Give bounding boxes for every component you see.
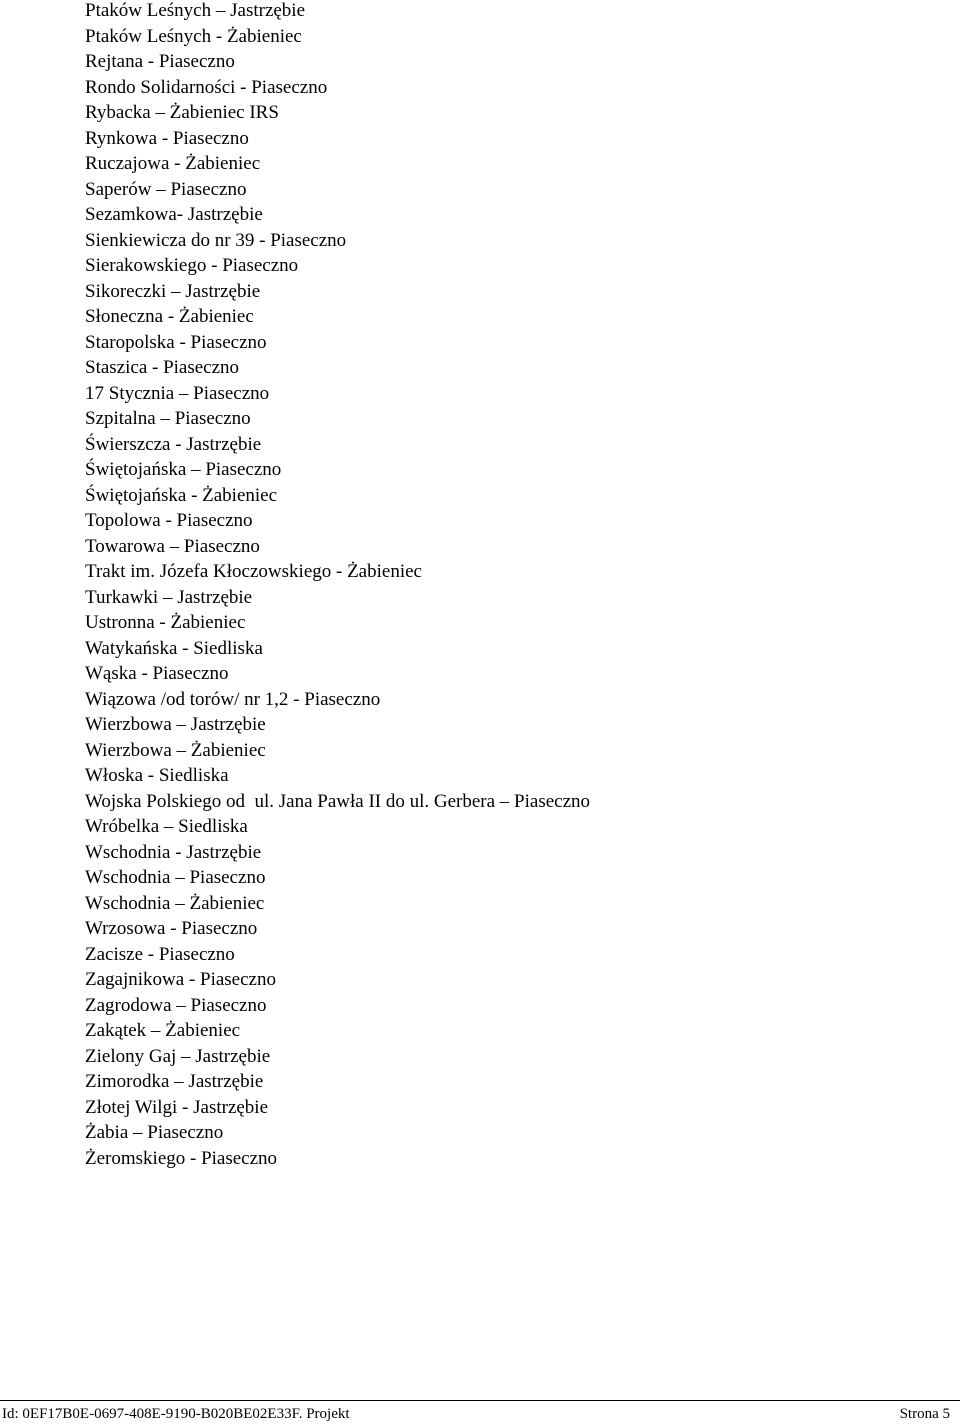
street-entry: Sienkiewicza do nr 39 - Piaseczno bbox=[85, 229, 347, 251]
street-entry: Sikoreczki – Jastrzębie bbox=[85, 280, 261, 302]
street-entry: Ptaków Leśnych - Żabieniec bbox=[85, 25, 302, 47]
street-entry: Zimorodka – Jastrzębie bbox=[85, 1071, 264, 1092]
street-entry: Ruczajowa - Żabieniec bbox=[85, 153, 261, 174]
street-entry: Topolowa - Piaseczno bbox=[85, 510, 253, 531]
street-entry: Rybacka – Żabieniec IRS bbox=[85, 102, 279, 123]
street-entry: Sierakowskiego - Piaseczno bbox=[85, 255, 299, 276]
street-entry: Zacisze - Piaseczno bbox=[85, 943, 235, 965]
street-entry: Szpitalna – Piaseczno bbox=[85, 408, 251, 429]
street-entry: Watykańska - Siedliska bbox=[85, 637, 263, 659]
street-entry: Słoneczna - Żabieniec bbox=[85, 306, 254, 327]
footer-divider bbox=[0, 1400, 960, 1401]
street-entry: Wierzbowa – Żabieniec bbox=[85, 739, 266, 761]
street-entry: Zagrodowa – Piaseczno bbox=[85, 994, 267, 1016]
street-entry: Sezamkowa- Jastrzębie bbox=[85, 204, 263, 225]
street-entry: Trakt im. Józefa Kłoczowskiego - Żabieniec bbox=[85, 561, 422, 582]
street-entry: Wojska Polskiego od ul. Jana Pawła II do ul. Gerbera – Piaseczno bbox=[85, 790, 591, 812]
street-entry: Wierzbowa – Jastrzębie bbox=[85, 714, 266, 735]
street-entry: Towarowa – Piaseczno bbox=[85, 535, 260, 557]
street-entry: 17 Stycznia – Piaseczno bbox=[85, 382, 270, 404]
street-entry: Włoska - Siedliska bbox=[85, 765, 229, 786]
street-list bbox=[85, 0, 590, 1171]
street-entry: Staszica - Piaseczno bbox=[85, 357, 240, 378]
street-entry: Zielony Gaj – Jastrzębie bbox=[85, 1045, 271, 1067]
street-entry: Ptaków Leśnych – Jastrzębie bbox=[85, 0, 306, 21]
street-entry: Wąska - Piaseczno bbox=[85, 663, 229, 684]
street-entry: Rondo Solidarności - Piaseczno bbox=[85, 76, 328, 98]
street-entry: Wschodnia – Piaseczno bbox=[85, 867, 266, 888]
street-entry: Saperów – Piaseczno bbox=[85, 178, 247, 200]
page-number: Strona 5 bbox=[899, 1406, 950, 1422]
street-entry: Staropolska - Piaseczno bbox=[85, 331, 267, 353]
street-entry: Wschodnia – Żabieniec bbox=[85, 892, 265, 914]
street-entry: Zagajnikowa - Piaseczno bbox=[85, 969, 276, 990]
document-id: Id: 0EF17B0E-0697-408E-9190-B020BE02E33F. Projekt bbox=[2, 1406, 350, 1422]
street-entry: Turkawki – Jastrzębie bbox=[85, 586, 253, 608]
street-entry: Wschodnia - Jastrzębie bbox=[85, 841, 262, 863]
street-entry: Rynkowa - Piaseczno bbox=[85, 127, 249, 149]
street-entry: Zakątek – Żabieniec bbox=[85, 1020, 241, 1041]
street-entry: Wiązowa /od torów/ nr 1,2 - Piaseczno bbox=[85, 688, 381, 710]
street-entry: Złotej Wilgi - Jastrzębie bbox=[85, 1096, 269, 1118]
street-entry: Świętojańska – Piaseczno bbox=[85, 459, 282, 480]
street-entry: Świerszcza - Jastrzębie bbox=[85, 433, 262, 455]
street-entry: Wróbelka – Siedliska bbox=[85, 816, 248, 837]
street-entry: Rejtana - Piaseczno bbox=[85, 51, 235, 72]
street-entry: Ustronna - Żabieniec bbox=[85, 612, 246, 633]
street-entry: Wrzosowa - Piaseczno bbox=[85, 918, 258, 939]
street-entry: Żeromskiego - Piaseczno bbox=[85, 1147, 278, 1169]
street-entry: Świętojańska - Żabieniec bbox=[85, 484, 278, 506]
street-entry: Żabia – Piaseczno bbox=[85, 1122, 224, 1143]
